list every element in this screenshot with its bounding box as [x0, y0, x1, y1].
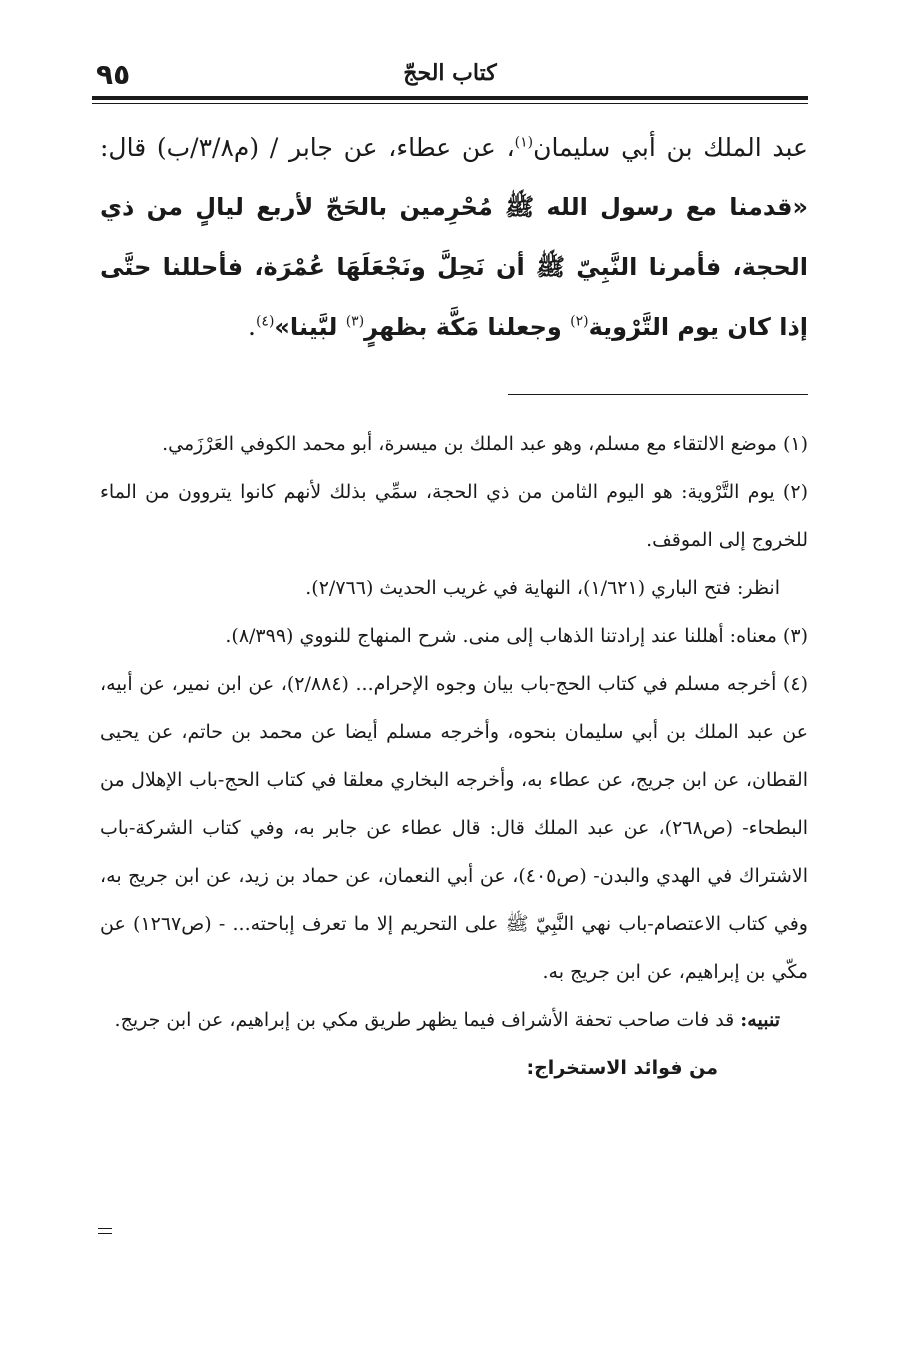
footnote-ref-4: (٤) — [255, 313, 275, 330]
main-text — [100, 118, 808, 357]
isnad-text: عبد الملك بن أبي سليمان — [533, 133, 808, 162]
sentence-end: . — [248, 312, 256, 341]
running-title: كتاب الحجّ — [403, 60, 497, 86]
footnote-3: (٣) معناه: أهللنا عند إرادتنا الذهاب إلى منى. شرح المنهاج للنووي (٨/٣٩٩). — [225, 625, 808, 647]
footnote-1: (١) موضع الالتقاء مع مسلم، وهو عبد الملك بن ميسرة، أبو محمد الكوفي العَرْزَمي. — [162, 433, 808, 455]
footnote-4: (٤) أخرجه مسلم في كتاب الحج-باب بيان وجوه الإحرام... (٢/٨٨٤)، عن ابن نمير، عن أبيه، عن عبد الملك بن أبي سليمان بنحوه، وأخرجه مسلم أيضا عن محمد بن حاتم، عن يحيى القطان، عن ابن جريج، عن عطاء به، وأخرجه البخاري معلقا في كتاب الحج-باب الإهلال من البطحاء- (ص٢٦٨)، عن عبد الملك قال: قال عطاء عن جابر به، وفي كتاب الشركة-باب الاشتراك في الهدي والبدن- (ص٤٠٥)، عن أبي النعمان، عن حماد بن زيد، عن ابن جريج به، وفي كتاب الاعتصام-باب نهي النَّبِيّ ﷺ على التحريم إلا ما تعرف إباحته... - (ص١٢٦٧) عن مكّي بن إبراهيم، عن ابن جريج به. — [100, 673, 809, 983]
isnad-text-cont: ، عن عطاء، عن جابر / (م٣/٨/ب) قال: — [100, 133, 515, 162]
tanbih-text: قد فات صاحب تحفة الأشراف فيما يظهر طريق مكي بن إبراهيم، عن ابن جريج. — [114, 1009, 741, 1031]
hadith-text-3: لبَّينا» — [274, 313, 346, 341]
page-header — [92, 58, 808, 98]
header-rule-thin — [92, 103, 808, 104]
footnote-2-reference: انظر: فتح الباري (١/٦٢١)، النهاية في غريب الحديث (٢/٧٦٦). — [305, 577, 780, 599]
hadith-text: «قدمنا مع رسول الله ﷺ مُحْرِمين بالحَجّ لأربع ليالٍ من ذي الحجة، فأمرنا النَّبِيّ ﷺ أن نَحِلَّ ونَجْعَلَهَا عُمْرَة، فأحللنا حتَّى إذا كان يوم التَّرْوية — [100, 193, 808, 341]
header-rule — [92, 96, 808, 100]
footnote-ref-1: (١) — [514, 134, 534, 151]
footnote-ref-3: (٣) — [345, 313, 365, 330]
benefits-heading: من فوائد الاستخراج: — [526, 1057, 718, 1079]
tanbih-label: تنبيه: — [740, 1009, 780, 1031]
hadith-text-2: وجعلنا مَكَّة بظهرٍ — [364, 313, 571, 341]
footnote-ref-2: (٢) — [570, 313, 589, 330]
footnotes — [100, 420, 808, 1092]
footnote-2: (٢) يوم التَّرْوية: هو اليوم الثامن من ذي الحجة، سمِّي بذلك لأنهم كانوا يتروون من الماء للخروج إلى الموقف. — [100, 481, 808, 551]
page-number: ٩٥ — [96, 58, 131, 91]
footnote-separator — [508, 394, 808, 395]
tanbih-note — [100, 996, 808, 1044]
corner-mark — [98, 1228, 112, 1234]
